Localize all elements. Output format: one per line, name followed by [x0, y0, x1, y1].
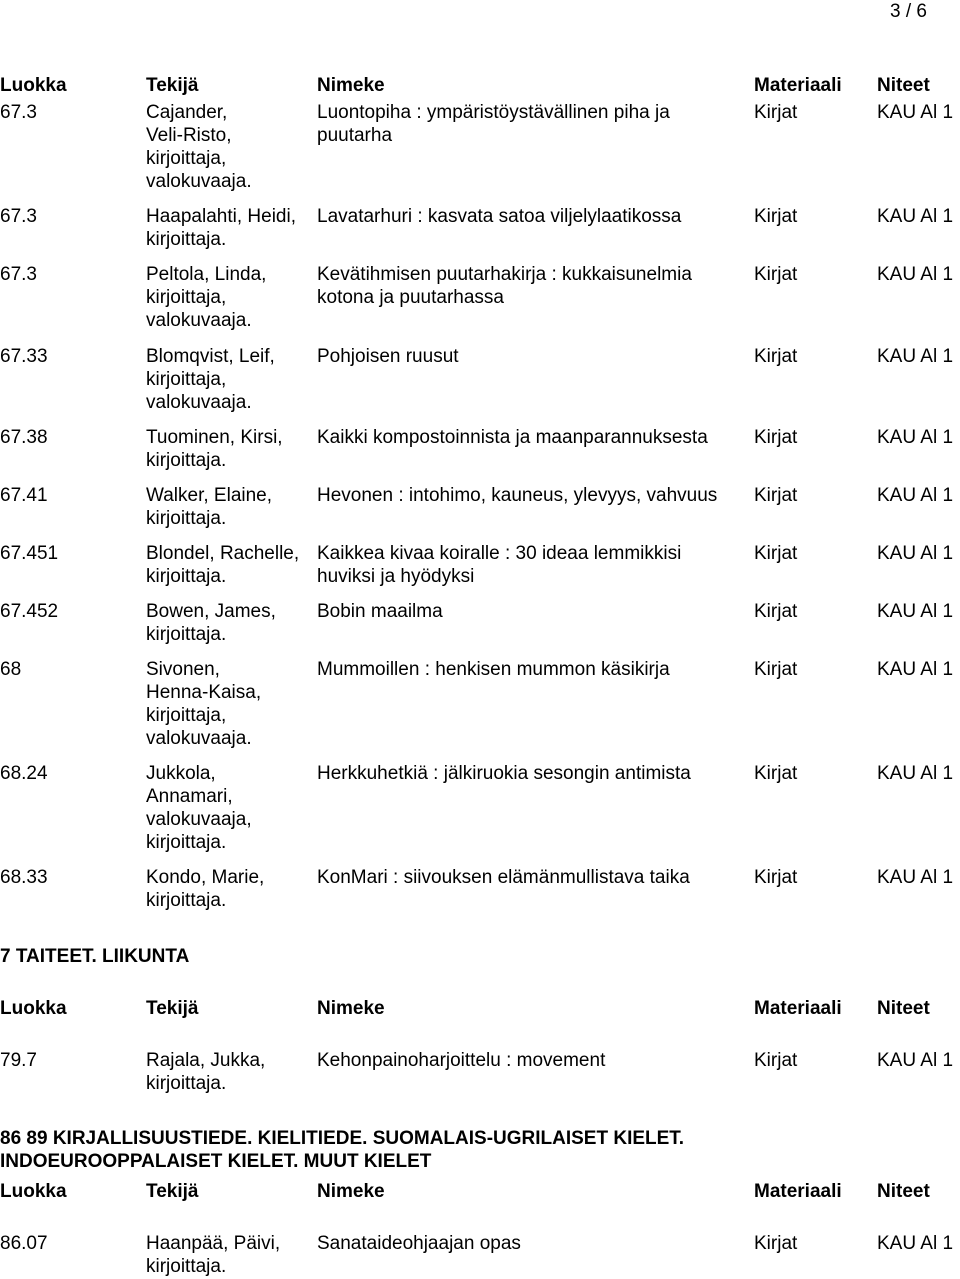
- header-niteet: Niteet: [877, 75, 930, 96]
- header-tekija: Tekijä: [146, 75, 199, 96]
- title-line: Pohjoisen ruusut: [317, 346, 459, 367]
- author-line: Cajander,: [146, 102, 228, 123]
- author-line: valokuvaaja,: [146, 809, 252, 830]
- cell-luokka: 67.41: [0, 485, 48, 506]
- cell-materiaali: Kirjat: [754, 867, 798, 888]
- section-title-line: 86 89 KIRJALLISUUSTIEDE. KIELITIEDE. SUOMALAIS-UGRILAISET KIELET.: [0, 1128, 685, 1149]
- author-line: Rajala, Jukka,: [146, 1050, 266, 1071]
- section-title: [0, 1127, 684, 1173]
- cell-tekija: [146, 345, 314, 414]
- title-line: Bobin maailma: [317, 601, 443, 622]
- cell-luokka: 67.3: [0, 206, 37, 227]
- title-line: Hevonen : intohimo, kauneus, ylevyys, vahvuus: [317, 485, 718, 506]
- cell-luokka: 67.451: [0, 543, 59, 564]
- cell-niteet: KAU Al 1: [877, 264, 954, 285]
- title-line: Lavatarhuri : kasvata satoa viljelylaatikossa: [317, 206, 682, 227]
- section-title: [0, 945, 189, 968]
- title-line: Kaikkea kivaa koiralle : 30 ideaa lemmikkisi: [317, 543, 682, 564]
- author-line: kirjoittaja.: [146, 624, 227, 645]
- cell-niteet: KAU Al 1: [877, 659, 954, 680]
- cell-nimeke: [317, 866, 757, 889]
- author-line: Kondo, Marie,: [146, 867, 265, 888]
- table-header: [0, 997, 960, 1020]
- cell-nimeke: [317, 762, 757, 785]
- cell-luokka: 68.24: [0, 763, 48, 784]
- author-line: valokuvaaja.: [146, 171, 252, 192]
- author-line: Annamari,: [146, 786, 233, 807]
- cell-materiaali: Kirjat: [754, 485, 798, 506]
- author-line: Haapalahti, Heidi,: [146, 206, 296, 227]
- section-title-line: INDOEUROOPPALAISET KIELET. MUUT KIELET: [0, 1151, 432, 1172]
- header-niteet: Niteet: [877, 998, 930, 1019]
- author-line: kirjoittaja.: [146, 508, 227, 529]
- author-line: valokuvaaja.: [146, 728, 252, 749]
- header-niteet: Niteet: [877, 1181, 930, 1202]
- author-line: kirjoittaja.: [146, 1256, 227, 1277]
- author-line: Walker, Elaine,: [146, 485, 273, 506]
- author-line: Blomqvist, Leif,: [146, 346, 275, 367]
- cell-luokka: 68: [0, 659, 22, 680]
- cell-materiaali: Kirjat: [754, 763, 798, 784]
- author-line: Blondel, Rachelle,: [146, 543, 300, 564]
- author-line: Henna-Kaisa,: [146, 682, 262, 703]
- author-line: kirjoittaja.: [146, 832, 227, 853]
- author-line: Jukkola,: [146, 763, 216, 784]
- cell-materiaali: Kirjat: [754, 264, 798, 285]
- cell-luokka: 67.3: [0, 264, 37, 285]
- cell-tekija: [146, 600, 314, 646]
- cell-niteet: KAU Al 1: [877, 543, 954, 564]
- header-nimeke: Nimeke: [317, 1181, 385, 1202]
- cell-niteet: KAU Al 1: [877, 1233, 954, 1254]
- title-line: huviksi ja hyödyksi: [317, 566, 475, 587]
- table-header: [0, 1180, 960, 1203]
- cell-tekija: [146, 101, 314, 193]
- author-line: Peltola, Linda,: [146, 264, 267, 285]
- cell-niteet: KAU Al 1: [877, 206, 954, 227]
- cell-materiaali: Kirjat: [754, 659, 798, 680]
- cell-materiaali: Kirjat: [754, 543, 798, 564]
- author-line: Veli-Risto,: [146, 125, 232, 146]
- cell-materiaali: Kirjat: [754, 346, 798, 367]
- author-line: kirjoittaja.: [146, 890, 227, 911]
- cell-niteet: KAU Al 1: [877, 427, 954, 448]
- title-line: Kehonpainoharjoittelu : movement: [317, 1050, 606, 1071]
- author-line: Sivonen,: [146, 659, 220, 680]
- title-line: Luontopiha : ympäristöystävällinen piha ja: [317, 102, 670, 123]
- cell-nimeke: [317, 542, 757, 588]
- author-line: kirjoittaja.: [146, 229, 227, 250]
- title-line: kotona ja puutarhassa: [317, 287, 504, 308]
- header-materiaali: Materiaali: [754, 1181, 842, 1202]
- cell-luokka: 86.07: [0, 1233, 48, 1254]
- cell-tekija: [146, 866, 314, 912]
- header-tekija: Tekijä: [146, 1181, 199, 1202]
- author-line: kirjoittaja.: [146, 450, 227, 471]
- cell-nimeke: [317, 345, 757, 368]
- author-line: kirjoittaja,: [146, 287, 227, 308]
- cell-materiaali: Kirjat: [754, 206, 798, 227]
- author-line: kirjoittaja,: [146, 705, 227, 726]
- header-tekija: Tekijä: [146, 998, 199, 1019]
- cell-tekija: [146, 263, 314, 332]
- title-line: Herkkuhetkiä : jälkiruokia sesongin antimista: [317, 763, 691, 784]
- cell-luokka: 67.38: [0, 427, 48, 448]
- title-line: puutarha: [317, 125, 393, 146]
- cell-luokka: 67.33: [0, 346, 48, 367]
- cell-luokka: 79.7: [0, 1050, 37, 1071]
- cell-nimeke: [317, 1232, 757, 1255]
- cell-materiaali: Kirjat: [754, 102, 798, 123]
- author-line: kirjoittaja.: [146, 1073, 227, 1094]
- section-title-line: 7 TAITEET. LIIKUNTA: [0, 946, 190, 967]
- cell-tekija: [146, 1049, 314, 1095]
- cell-nimeke: [317, 426, 757, 449]
- author-line: kirjoittaja,: [146, 369, 227, 390]
- author-line: valokuvaaja.: [146, 310, 252, 331]
- title-line: Mummoillen : henkisen mummon käsikirja: [317, 659, 670, 680]
- cell-nimeke: [317, 1049, 757, 1072]
- cell-nimeke: [317, 205, 757, 228]
- header-luokka: Luokka: [0, 1181, 67, 1202]
- title-line: Sanataideohjaajan opas: [317, 1233, 521, 1254]
- cell-nimeke: [317, 263, 757, 309]
- header-luokka: Luokka: [0, 75, 67, 96]
- header-materiaali: Materiaali: [754, 75, 842, 96]
- cell-niteet: KAU Al 1: [877, 601, 954, 622]
- cell-luokka: 68.33: [0, 867, 48, 888]
- cell-tekija: [146, 1232, 314, 1278]
- author-line: valokuvaaja.: [146, 392, 252, 413]
- author-line: kirjoittaja,: [146, 148, 227, 169]
- cell-niteet: KAU Al 1: [877, 102, 954, 123]
- cell-tekija: [146, 484, 314, 530]
- cell-luokka: 67.3: [0, 102, 37, 123]
- cell-materiaali: Kirjat: [754, 1233, 798, 1254]
- header-nimeke: Nimeke: [317, 75, 385, 96]
- author-line: Haanpää, Päivi,: [146, 1233, 281, 1254]
- cell-materiaali: Kirjat: [754, 1050, 798, 1071]
- header-nimeke: Nimeke: [317, 998, 385, 1019]
- cell-materiaali: Kirjat: [754, 427, 798, 448]
- header-luokka: Luokka: [0, 998, 67, 1019]
- cell-niteet: KAU Al 1: [877, 485, 954, 506]
- cell-tekija: [146, 205, 314, 251]
- table-header: [0, 74, 960, 97]
- cell-nimeke: [317, 658, 757, 681]
- header-materiaali: Materiaali: [754, 998, 842, 1019]
- page-number: 3 / 6: [890, 1, 927, 22]
- cell-nimeke: [317, 484, 757, 507]
- cell-nimeke: [317, 101, 757, 147]
- cell-tekija: [146, 542, 314, 588]
- cell-tekija: [146, 426, 314, 472]
- cell-niteet: KAU Al 1: [877, 867, 954, 888]
- author-line: Bowen, James,: [146, 601, 276, 622]
- cell-materiaali: Kirjat: [754, 601, 798, 622]
- author-line: Tuominen, Kirsi,: [146, 427, 283, 448]
- title-line: KonMari : siivouksen elämänmullistava taika: [317, 867, 690, 888]
- cell-luokka: 67.452: [0, 601, 59, 622]
- cell-nimeke: [317, 600, 757, 623]
- cell-niteet: KAU Al 1: [877, 346, 954, 367]
- cell-niteet: KAU Al 1: [877, 763, 954, 784]
- title-line: Kaikki kompostoinnista ja maanparannuksesta: [317, 427, 708, 448]
- title-line: Kevätihmisen puutarhakirja : kukkaisunelmia: [317, 264, 692, 285]
- cell-niteet: KAU Al 1: [877, 1050, 954, 1071]
- author-line: kirjoittaja.: [146, 566, 227, 587]
- cell-tekija: [146, 762, 314, 854]
- cell-tekija: [146, 658, 314, 750]
